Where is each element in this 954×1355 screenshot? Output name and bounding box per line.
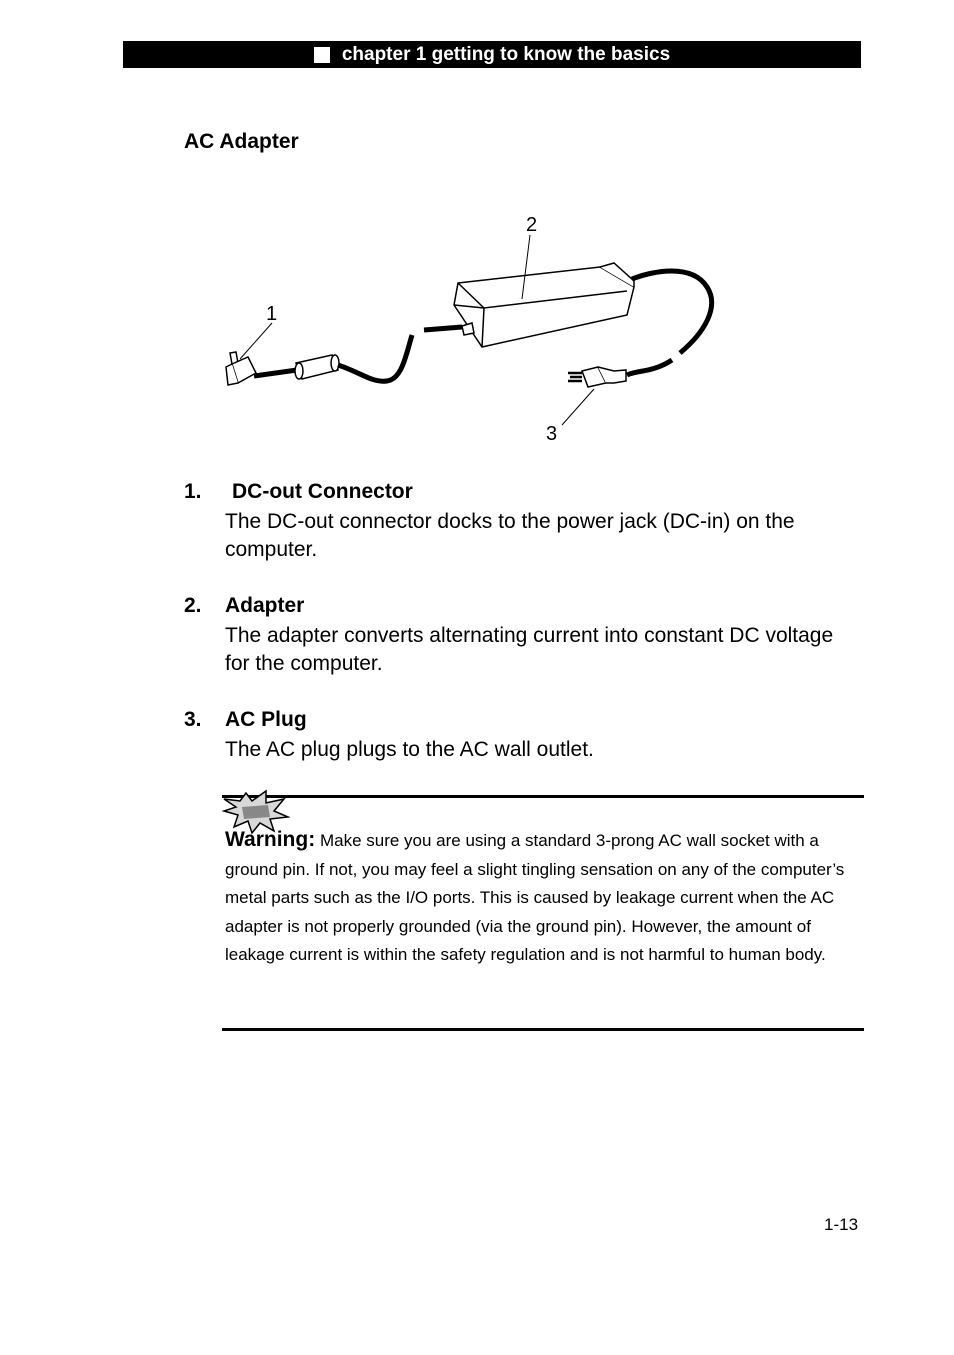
item-heading: AC Plug bbox=[225, 708, 307, 731]
warning-text: Make sure you are using a standard 3-prong AC wall socket with a ground pin. If not, you may feel a slight tingling sensation on any of the computer’s metal parts such as the I/O ports. This is caused by leakage current when the AC adapter is not properly grounded (via the ground pin). However, the amount of leakage current is within the safety regulation and is not harmful to human body. bbox=[225, 831, 845, 964]
callout-1: 1 bbox=[266, 303, 278, 325]
ac-plug-drawing bbox=[568, 367, 626, 387]
item-number: 3. bbox=[184, 708, 202, 731]
item-description: The DC-out connector docks to the power jack (DC-in) on the computer. bbox=[225, 510, 795, 561]
callout-2: 2 bbox=[526, 214, 538, 236]
item-number: 1. bbox=[184, 480, 202, 503]
callout-3: 3 bbox=[546, 423, 558, 445]
item-description: The AC plug plugs to the AC wall outlet. bbox=[225, 738, 594, 761]
ac-adapter-illustration bbox=[222, 205, 720, 445]
item-description: The adapter converts alternating current into constant DC voltage for the computer. bbox=[225, 624, 834, 675]
item-heading: DC-out Connector bbox=[232, 480, 413, 503]
chapter-title: chapter 1 getting to know the basics bbox=[341, 43, 671, 65]
warning-top-rule bbox=[222, 795, 864, 798]
warning-bottom-rule bbox=[222, 1028, 864, 1031]
warning-note bbox=[225, 826, 865, 970]
page-number: 1-13 bbox=[824, 1215, 859, 1234]
chapter-header bbox=[123, 41, 861, 68]
ferrite-core-drawing bbox=[295, 355, 339, 379]
item-number: 2. bbox=[184, 594, 202, 617]
square-bullet-icon bbox=[314, 47, 330, 63]
section-title: AC Adapter bbox=[184, 130, 299, 153]
adapter-brick-drawing bbox=[454, 263, 634, 347]
dc-out-connector-drawing bbox=[226, 352, 256, 385]
item-heading: Adapter bbox=[225, 594, 305, 617]
warning-label: Warning: bbox=[225, 828, 316, 851]
